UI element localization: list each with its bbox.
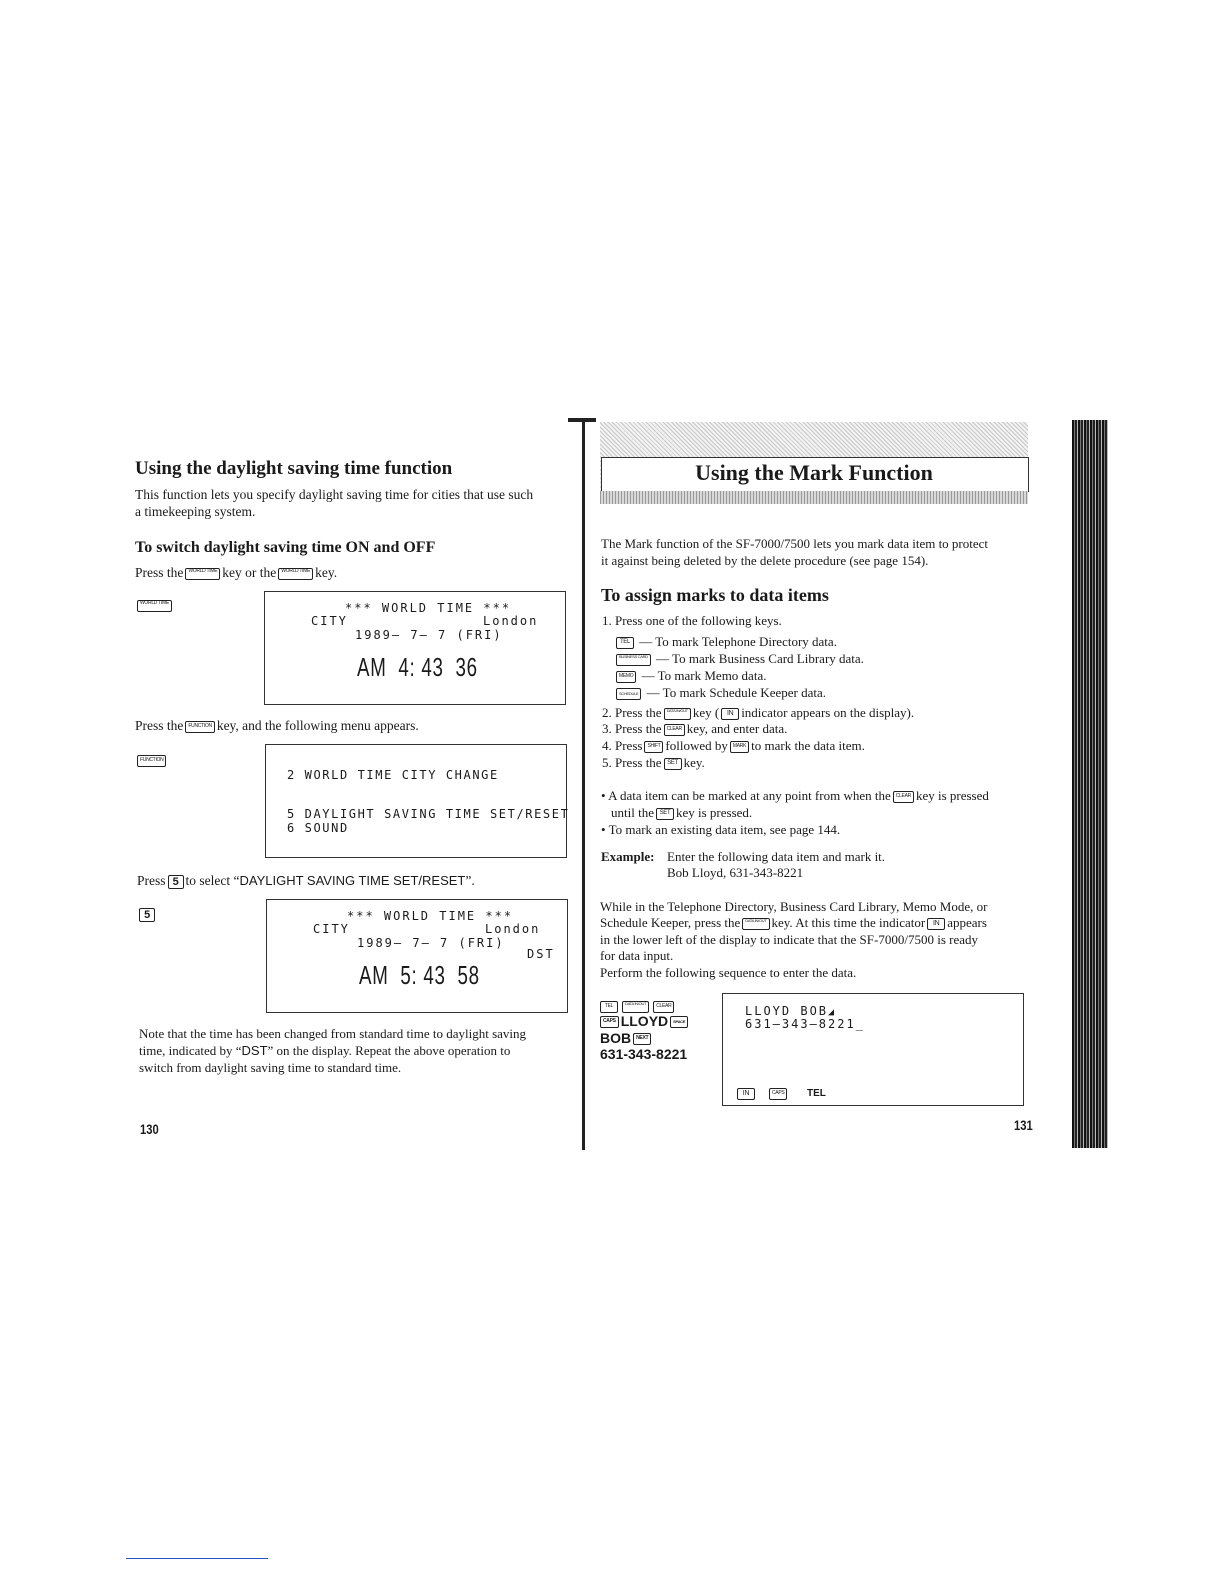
text: 4. Press	[602, 738, 643, 753]
data-in-out-key-icon: DATA IN/OUT	[664, 708, 691, 720]
lcd-dst: DST	[527, 947, 555, 961]
section-title: Using the daylight saving time function	[135, 458, 453, 479]
text: key, and the following menu appears.	[216, 718, 419, 733]
key-sequence-row	[600, 1013, 690, 1029]
lcd-line: *** WORLD TIME ***	[347, 909, 514, 923]
paragraph-line: Perform the following sequence to enter the data.	[600, 965, 857, 980]
text: • A data item can be marked at any point from when the	[601, 788, 891, 803]
lcd-date: 1989– 7– 7 (FRI)	[357, 936, 505, 950]
subheading: To switch daylight saving time ON and OFF	[135, 539, 436, 556]
shift-key-icon: SHIFT	[644, 741, 663, 753]
example-text: Enter the following data item and mark it.	[667, 849, 886, 864]
set-key-icon: SET	[664, 758, 682, 770]
text: key or the	[222, 565, 277, 580]
in-indicator-icon: IN	[927, 918, 945, 930]
text: — To mark Schedule Keeper data.	[646, 685, 826, 700]
text: key. At this time the indicator	[771, 915, 926, 930]
data-in-out-key-icon: DATA IN/OUT	[622, 1001, 649, 1013]
schedule-key-icon: SCHEDULE	[616, 688, 641, 700]
text: key.	[315, 565, 338, 580]
text: LLOYD BOB	[745, 1004, 829, 1018]
text: key.	[683, 755, 705, 770]
text: indicator appears on the display).	[741, 705, 915, 720]
sequence-number: 631-343-8221	[600, 1046, 688, 1062]
bullet-continuation	[611, 805, 752, 822]
set-key-icon: SET	[656, 808, 674, 820]
text: followed by	[665, 738, 728, 753]
text: to mark the data item.	[751, 738, 865, 753]
sequence-text: BOB	[600, 1030, 632, 1046]
text: DST	[241, 1043, 268, 1058]
text: Press the	[135, 718, 184, 733]
in-indicator-icon: IN	[721, 708, 739, 720]
cursor-marker-icon: ◢	[828, 1007, 837, 1018]
lcd-city-label: CITY	[313, 922, 350, 936]
step-3	[602, 721, 787, 738]
text: until the	[611, 805, 654, 820]
banner-title: Using the Mark Function	[695, 460, 933, 485]
intro-line: This function lets you specify daylight saving time for cities that use such	[135, 487, 534, 502]
world-time-key-icon: WORLD TIME	[137, 600, 172, 612]
lcd-city-value: London	[485, 922, 541, 936]
lcd-menu-item: 6 SOUND	[287, 821, 349, 835]
key-sequence-row	[600, 1030, 653, 1046]
lcd-display	[722, 993, 1024, 1106]
text: to select “	[185, 873, 240, 888]
five-key-icon: 5	[168, 875, 184, 889]
text: key, and enter data.	[686, 721, 788, 736]
clear-key-icon: CLEAR	[664, 724, 685, 736]
clear-key-icon: CLEAR	[653, 1001, 674, 1013]
text: 5. Press the	[602, 755, 662, 770]
paragraph-line: in the lower left of the display to indicate that the SF-7000/7500 is ready	[600, 932, 979, 947]
world-time-key-icon: WORLD TIME	[278, 568, 313, 580]
step-1: 1. Press one of the following keys.	[602, 613, 782, 628]
lcd-line	[745, 1004, 836, 1018]
instruction	[135, 564, 337, 581]
space-key-icon: SPACE	[670, 1016, 688, 1028]
text: appears	[947, 915, 987, 930]
function-key-icon: FUNCTION	[185, 721, 214, 733]
function-key-icon: FUNCTION	[137, 755, 166, 767]
lcd-menu-display	[265, 744, 570, 858]
text: Press the	[135, 565, 184, 580]
instruction	[135, 717, 419, 734]
lcd-clock: AM 5: 43 58	[359, 960, 480, 990]
text: — To mark Business Card Library data.	[656, 651, 864, 666]
text: key (	[692, 705, 720, 720]
business-card-key-icon: BUSINESS CARD	[616, 654, 651, 666]
lcd-menu-item: 2 WORLD TIME CITY CHANGE	[287, 768, 499, 782]
key-option-row	[614, 651, 864, 668]
lcd-display	[266, 899, 568, 1013]
page-number: 131	[1014, 1117, 1033, 1133]
text: 2. Press the	[602, 705, 662, 720]
footer-rule	[126, 1558, 268, 1559]
note-line	[139, 1042, 510, 1059]
data-in-out-key-icon: DATA IN/OUT	[742, 918, 769, 930]
mark-key-icon: MARK	[730, 741, 749, 753]
five-key-icon: 5	[139, 908, 155, 922]
caps-key-icon: CAPS	[600, 1016, 619, 1028]
tel-key-icon: TEL	[616, 637, 634, 649]
text: 3. Press the	[602, 721, 662, 736]
key-sequence-row	[600, 998, 676, 1013]
note-line: Note that the time has been changed from standard time to daylight saving	[139, 1026, 527, 1041]
example-text: Bob Lloyd, 631-343-8221	[667, 865, 804, 880]
text: ”.	[465, 873, 475, 888]
banner-underline	[600, 491, 1028, 504]
menu-option-text: DAYLIGHT SAVING TIME SET/RESET	[239, 873, 466, 888]
clear-key-icon: CLEAR	[893, 791, 914, 803]
key-option-row	[614, 668, 766, 685]
paragraph-line: for data input.	[600, 948, 674, 963]
step-5	[602, 755, 705, 772]
world-time-key-icon: WORLD TIME	[185, 568, 220, 580]
key-option-row	[614, 685, 826, 702]
lcd-line: 631–343–8221_	[745, 1017, 865, 1031]
gutter-line	[582, 418, 585, 1150]
text: — To mark Telephone Directory data.	[639, 634, 837, 649]
intro-line: a timekeeping system.	[135, 504, 256, 519]
tel-indicator: TEL	[807, 1088, 826, 1099]
instruction	[137, 872, 475, 889]
lcd-city-value: London	[483, 614, 539, 628]
text: ” on the display. Repeat the above operation to	[267, 1043, 511, 1058]
lcd-menu-item: 5 DAYLIGHT SAVING TIME SET/RESET	[287, 807, 570, 821]
in-indicator-icon: IN	[737, 1088, 755, 1100]
paragraph-line	[600, 915, 987, 932]
key-option-row	[614, 634, 837, 651]
lcd-clock: AM 4: 43 36	[357, 652, 478, 682]
bullet: • To mark an existing data item, see page 144.	[601, 822, 841, 837]
scan-edge-strip	[1072, 420, 1108, 1148]
lcd-display	[264, 591, 566, 705]
lcd-date: 1989– 7– 7 (FRI)	[355, 628, 503, 642]
sequence-text: LLOYD	[620, 1013, 669, 1029]
page-number: 130	[140, 1121, 159, 1137]
caps-indicator-icon: CAPS	[769, 1088, 787, 1100]
note-line: switch from daylight saving time to standard time.	[139, 1060, 402, 1075]
lcd-line: *** WORLD TIME ***	[345, 601, 512, 615]
memo-key-icon: MEMO	[616, 671, 636, 683]
bullet	[601, 788, 989, 805]
example-label: Example:	[601, 849, 655, 864]
tel-key-icon: TEL	[600, 1001, 618, 1013]
lcd-city-label: CITY	[311, 614, 348, 628]
gutter-cap	[568, 418, 596, 422]
text: key is pressed.	[675, 805, 753, 820]
paragraph-line: While in the Telephone Directory, Business Card Library, Memo Mode, or	[600, 899, 988, 914]
step-2	[602, 705, 914, 722]
text: — To mark Memo data.	[641, 668, 767, 683]
next-key-icon: NEXT	[633, 1033, 651, 1045]
text: Schedule Keeper, press the	[600, 915, 741, 930]
text: key is pressed	[915, 788, 989, 803]
text: Press	[137, 873, 166, 888]
subheading: To assign marks to data items	[601, 585, 829, 605]
intro-line: it against being deleted by the delete procedure (see page 154).	[601, 553, 929, 568]
text: time, indicated by “	[139, 1043, 242, 1058]
intro-line: The Mark function of the SF-7000/7500 lets you mark data item to protect	[601, 536, 989, 551]
step-4	[602, 738, 865, 755]
